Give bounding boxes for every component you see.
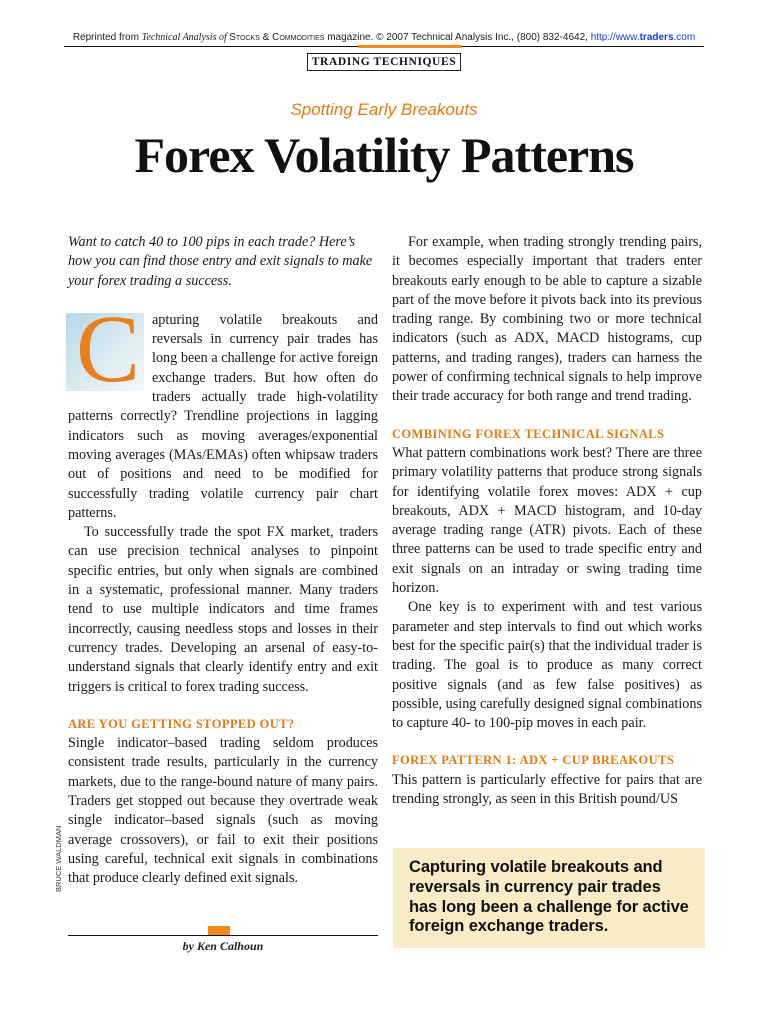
right-paragraph-2: What pattern combinations work best? There are three primary volatility patterns that produce strong signals for identifying volatile forex moves: ADX + cup breakouts, ADX + MACD histogram, and 10-day average trading range (ATR) pivots. Each of these three patterns can be used to trade specific entry and exit signals on an intraday or swing trading time horizon. bbox=[392, 444, 702, 597]
dropcap-letter: C bbox=[76, 294, 141, 402]
reprint-middle: magazine. © 2007 Technical Analysis Inc., (800) 832-4642, bbox=[324, 32, 591, 43]
left-paragraph-1: apturing volatile breakouts and reversals in currency pair trades has long been a challenge for active foreign exchange traders. But how often do traders actually trade high-volatility patterns correctly? Trendline projections in lagging indicators such as moving averages/exponential moving averages (MAs/EMAs) often whipsaw traders out of positions and need to be modified for successfully trading volatile currency pair chart patterns. bbox=[68, 311, 378, 521]
traders-link[interactable]: http://www.traders.com bbox=[590, 32, 696, 43]
reprint-prefix: Reprinted from bbox=[72, 32, 142, 43]
right-column bbox=[392, 233, 702, 809]
subhead-pattern-1: FOREX PATTERN 1: ADX + CUP BREAKOUTS bbox=[392, 753, 675, 768]
subhead-combining: COMBINING FOREX TECHNICAL SIGNALS bbox=[392, 426, 665, 441]
photo-credit: BRUCE WALDMAN bbox=[54, 825, 63, 892]
left-paragraph-2: To successfully trade the spot FX market, traders can use precision technical analyses to pinpoint specific entries, but only when signals are combined in a systematic, professional manner. Many traders tend to use multiple indicators and time frames incorrectly, causing needless stops and losses in their currency trades. Developing an arsenal of easy-to-understand signals that clearly identify entry and exit triggers is critical to forex trading success. bbox=[68, 524, 378, 695]
dropcap-box bbox=[66, 294, 144, 402]
magazine-pre: Technical Analysis of bbox=[141, 32, 230, 43]
pull-quote-text: Capturing volatile breakouts and reversals in currency pair trades has long been a challenge for active foreign exchange traders. bbox=[409, 858, 689, 936]
subhead-stopped-out: ARE YOU GETTING STOPPED OUT? bbox=[68, 716, 295, 731]
right-paragraph-4: This pattern is particularly effective for pairs that are trending strongly, as seen in this British pound/US bbox=[392, 771, 702, 808]
kicker: Spotting Early Breakouts bbox=[290, 100, 478, 119]
right-paragraph-1: For example, when trading strongly trending pairs, it becomes especially important that traders enter breakouts early enough to be able to capture a sizable part of the move before it pivots back into its previous trading range. By combining two or more technical indicators (such as ADX, MACD histograms, cup patterns, and trading ranges), traders can harness the power of confirming technical signals to help improve their trade accuracy for both range and trend trading. bbox=[392, 234, 702, 405]
byline-rule bbox=[68, 935, 378, 936]
top-rule-accent bbox=[358, 45, 462, 48]
byline: by Ken Calhoun bbox=[182, 939, 264, 953]
right-paragraph-3: One key is to experiment with and test various parameter and step intervals to find out which works best for the specific pair(s) that the individual trader is trading. The goal is to produce as many correct positive signals (and as few false positives) as possible, using carefully designed signal combinations to capture 40- to 100-pip moves in each pair. bbox=[392, 599, 702, 732]
left-paragraph-3: Single indicator–based trading seldom produces consistent trade results, particularly in the currency markets, due to the range-bound nature of many pairs. Traders get stopped out because they overtrade weak single indicator–based signals (such as moving average crossovers), or fail to exit their positions using careful, technical exit signals in combinations that produce clearly defined exit signals. bbox=[68, 735, 378, 887]
left-column bbox=[68, 233, 378, 889]
intro-deck: Want to catch 40 to 100 pips in each trade? Here’s how you can find those entry and exit signals to make your forex trading a success. bbox=[68, 234, 373, 289]
pull-quote bbox=[393, 848, 705, 948]
section-tag: TRADING TECHNIQUES bbox=[307, 53, 461, 71]
headline: Forex Volatility Patterns bbox=[134, 127, 634, 183]
magazine-name: Stocks & Commodities bbox=[229, 32, 325, 43]
reprint-notice bbox=[0, 32, 768, 43]
